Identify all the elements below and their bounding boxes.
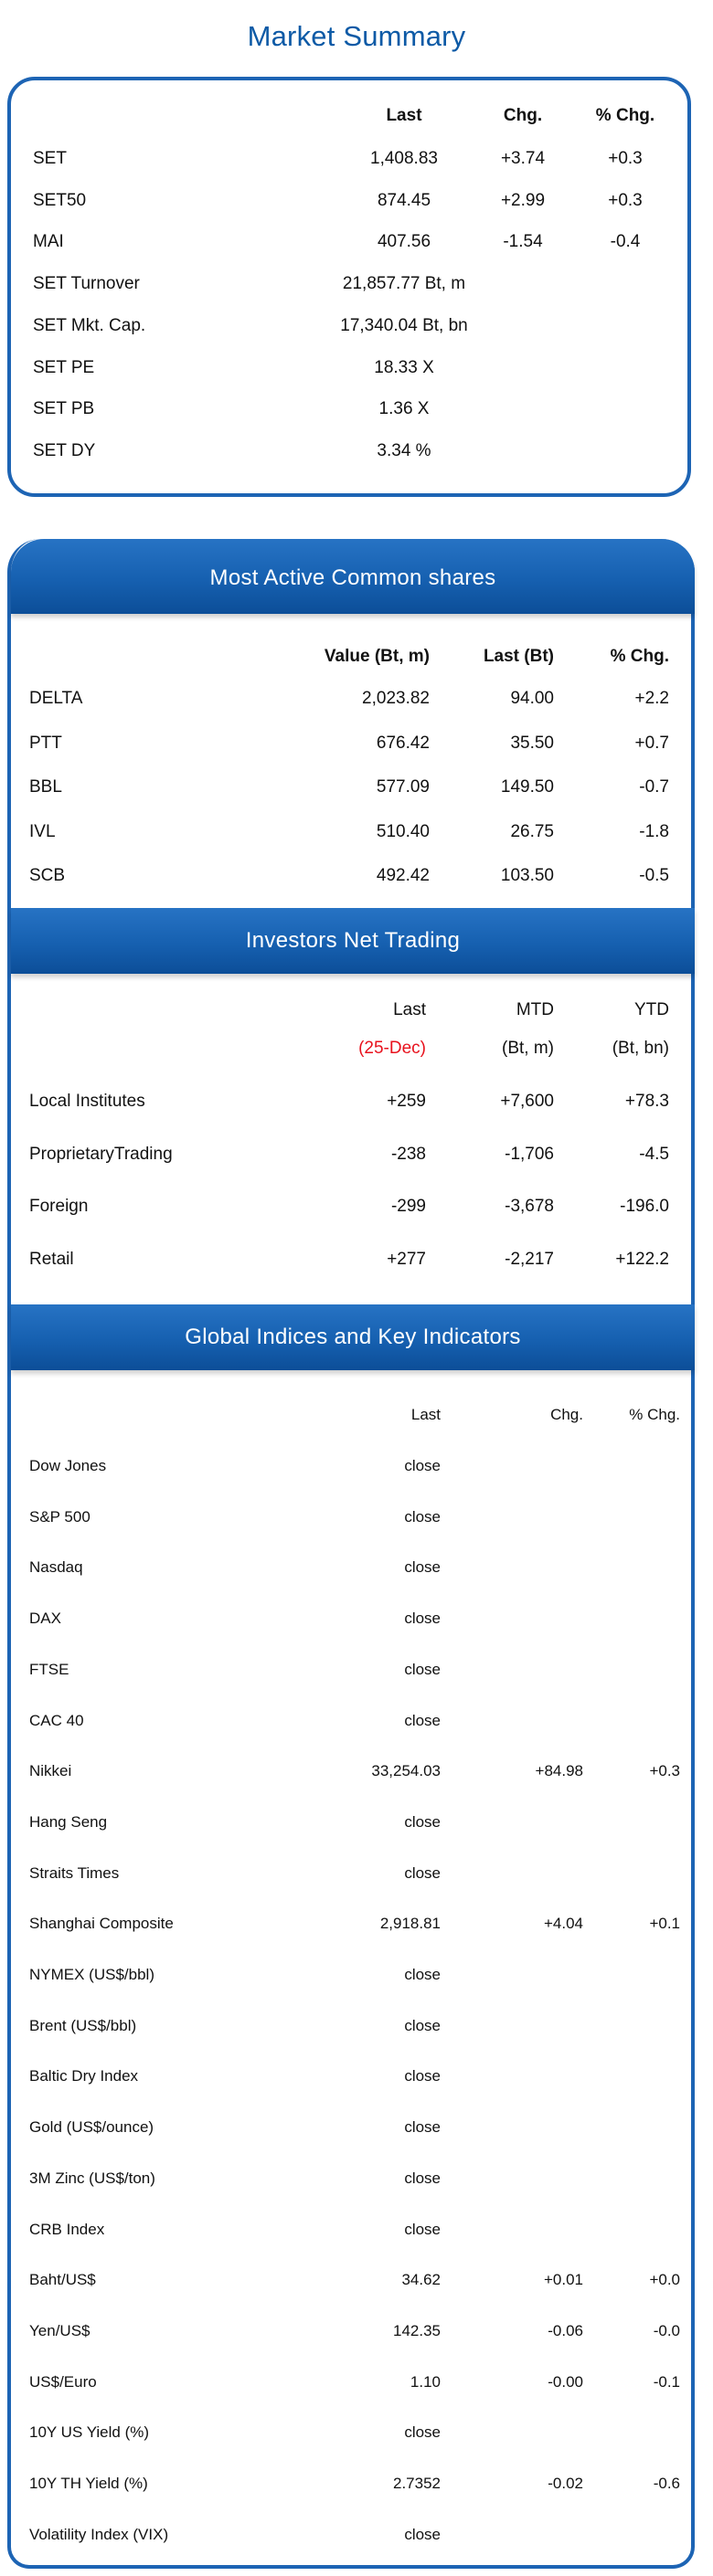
gl-row-name: Baht/US$: [29, 2271, 96, 2289]
global-title: Global Indices and Key Indicators: [185, 1325, 521, 1349]
ms-row-last: 874.45: [377, 190, 431, 210]
ms-row-name: SET PE: [33, 357, 95, 377]
ms-last-header: Last: [386, 106, 422, 125]
gl-row-name: FTSE: [29, 1660, 69, 1678]
gl-last-header: Last: [410, 1406, 441, 1423]
gl-row-last: close: [404, 2525, 441, 2543]
ma-row-pct: +2.2: [634, 689, 669, 708]
gl-row-chg: -0.00: [548, 2372, 583, 2391]
gl-row-last: close: [404, 2423, 441, 2442]
ma-value-header: Value (Bt, m): [324, 647, 430, 666]
inv-row-last: -238: [390, 1144, 426, 1164]
ma-row-last: 35.50: [510, 733, 554, 753]
ms-row-chg: +3.74: [500, 149, 546, 168]
gl-row-last: close: [404, 1812, 441, 1831]
gl-row-last: close: [404, 1660, 441, 1678]
most-active-title: Most Active Common shares: [209, 565, 496, 590]
gl-row-name: CAC 40: [29, 1711, 84, 1729]
inv-sub-ytd-header: (Bt, bn): [612, 1039, 669, 1058]
inv-row-last: +277: [387, 1249, 426, 1269]
gl-row-pct: +0.0: [649, 2271, 680, 2289]
ma-row-name: DELTA: [29, 689, 83, 708]
gl-row-name: Nasdaq: [29, 1558, 83, 1577]
ms-row-last: 3.34 %: [377, 440, 431, 460]
gl-row-name: 3M Zinc (US$/ton): [29, 2169, 155, 2187]
ms-pct-header: % Chg.: [595, 106, 655, 125]
inv-row-ytd: -196.0: [620, 1197, 669, 1216]
gl-row-last: close: [404, 2016, 441, 2034]
ms-row-name: SET PB: [33, 399, 95, 419]
investors-banner: [11, 908, 695, 974]
gl-row-name: NYMEX (US$/bbl): [29, 1966, 154, 1983]
inv-last-header: Last: [393, 1000, 426, 1019]
ms-row-last: 18.33 X: [374, 357, 434, 377]
gl-row-last: 1.10: [410, 2372, 441, 2391]
gl-row-chg: +0.01: [543, 2271, 583, 2289]
gl-row-pct: -0.1: [653, 2372, 680, 2391]
ma-row-name: IVL: [29, 821, 56, 841]
ms-row-last: 407.56: [377, 232, 431, 252]
ma-row-name: PTT: [29, 733, 62, 753]
ms-row-last: 1,408.83: [370, 149, 438, 168]
inv-row-mtd: +7,600: [500, 1092, 554, 1111]
ma-row-value: 510.40: [376, 821, 430, 841]
gl-row-name: 10Y US Yield (%): [29, 2423, 150, 2442]
ma-row-name: BBL: [29, 777, 62, 797]
gl-row-last: close: [404, 1457, 441, 1474]
gl-row-last: close: [404, 1711, 441, 1729]
ma-pct-header: % Chg.: [610, 647, 669, 666]
ms-row-name: SET Turnover: [33, 274, 140, 294]
gl-row-pct: +0.3: [649, 1762, 680, 1780]
ms-row-name: SET: [33, 149, 67, 168]
gl-row-last: close: [404, 1966, 441, 1983]
gl-row-last: 34.62: [401, 2271, 441, 2289]
ms-row-last: 21,857.77 Bt, m: [342, 274, 466, 294]
gl-row-chg: +84.98: [535, 1762, 583, 1780]
gl-row-name: Nikkei: [29, 1762, 72, 1780]
gl-row-last: close: [404, 1558, 441, 1577]
global-banner: [11, 1304, 695, 1370]
ma-row-last: 103.50: [500, 866, 554, 885]
inv-row-ytd: -4.5: [639, 1144, 669, 1164]
gl-row-last: close: [404, 2169, 441, 2187]
ms-row-pct: +0.3: [608, 149, 643, 168]
gl-pct-header: % Chg.: [629, 1406, 680, 1423]
gl-row-name: S&P 500: [29, 1507, 90, 1526]
ms-row-name: MAI: [33, 232, 64, 252]
inv-row-ytd: +78.3: [624, 1092, 669, 1111]
gl-row-name: US$/Euro: [29, 2372, 97, 2391]
ms-chg-header: Chg.: [503, 106, 543, 125]
inv-row-last: -299: [390, 1197, 426, 1216]
gl-row-last: close: [404, 1507, 441, 1526]
gl-row-name: CRB Index: [29, 2220, 105, 2238]
gl-row-name: Gold (US$/ounce): [29, 2118, 154, 2137]
inv-sub-mtd-header: (Bt, m): [502, 1039, 554, 1058]
inv-row-mtd: -2,217: [505, 1249, 554, 1269]
inv-row-mtd: -1,706: [505, 1144, 554, 1164]
inv-row-name: Retail: [29, 1249, 74, 1269]
ma-row-value: 676.42: [376, 733, 430, 753]
investors-title: Investors Net Trading: [245, 928, 461, 953]
inv-mtd-header: MTD: [516, 1000, 554, 1019]
ms-row-pct: +0.3: [608, 190, 643, 210]
gl-row-name: Baltic Dry Index: [29, 2067, 139, 2085]
gl-row-pct: +0.1: [649, 1915, 680, 1933]
gl-row-name: Straits Times: [29, 1863, 120, 1882]
gl-row-last: close: [404, 1610, 441, 1628]
ms-row-pct: -0.4: [610, 232, 641, 252]
gl-row-last: close: [404, 1863, 441, 1882]
ma-row-last: 149.50: [500, 777, 554, 797]
gl-row-last: 2.7352: [393, 2475, 441, 2492]
inv-sub-last-header: (25-Dec): [358, 1039, 426, 1058]
gl-row-last: 142.35: [393, 2321, 441, 2339]
gl-row-name: DAX: [29, 1610, 61, 1628]
ms-row-last: 17,340.04 Bt, bn: [340, 315, 468, 335]
gl-row-name: 10Y TH Yield (%): [29, 2475, 148, 2492]
gl-row-name: Yen/US$: [29, 2321, 90, 2339]
gl-row-name: Volatility Index (VIX): [29, 2525, 169, 2543]
gl-row-last: close: [404, 2118, 441, 2137]
gl-row-chg: -0.02: [548, 2475, 583, 2492]
gl-row-pct: -0.0: [653, 2321, 680, 2339]
gl-row-last: close: [404, 2067, 441, 2085]
inv-row-name: Foreign: [29, 1197, 89, 1216]
gl-row-name: Dow Jones: [29, 1457, 107, 1474]
ma-row-name: SCB: [29, 866, 66, 885]
ms-row-name: SET Mkt. Cap.: [33, 315, 146, 335]
ma-row-value: 2,023.82: [362, 689, 430, 708]
gl-row-last: close: [404, 2220, 441, 2238]
page-title: Market Summary: [247, 20, 466, 52]
gl-row-name: Shanghai Composite: [29, 1915, 174, 1933]
gl-chg-header: Chg.: [550, 1406, 583, 1423]
ms-row-last: 1.36 X: [378, 399, 430, 419]
ma-row-pct: -0.7: [639, 777, 669, 797]
gl-row-chg: +4.04: [543, 1915, 583, 1933]
gl-row-pct: -0.6: [653, 2475, 680, 2492]
inv-row-name: Local Institutes: [29, 1092, 145, 1111]
ma-row-pct: -0.5: [639, 866, 669, 885]
inv-row-name: ProprietaryTrading: [29, 1144, 173, 1164]
gl-row-name: Brent (US$/bbl): [29, 2016, 137, 2034]
ms-row-name: SET50: [33, 190, 87, 210]
ma-row-pct: +0.7: [634, 733, 669, 753]
ms-row-chg: -1.54: [503, 232, 543, 252]
gl-row-last: 33,254.03: [371, 1762, 441, 1780]
lower-card: [7, 539, 695, 2569]
most-active-banner: [11, 539, 695, 614]
inv-row-ytd: +122.2: [615, 1249, 669, 1269]
ms-row-chg: +2.99: [500, 190, 546, 210]
inv-row-mtd: -3,678: [505, 1197, 554, 1216]
ma-row-value: 577.09: [376, 777, 430, 797]
ms-row-name: SET DY: [33, 440, 96, 460]
ma-row-pct: -1.8: [639, 821, 669, 841]
ma-row-last: 94.00: [510, 689, 554, 708]
gl-row-chg: -0.06: [548, 2321, 583, 2339]
gl-row-last: 2,918.81: [379, 1915, 441, 1933]
inv-ytd-header: YTD: [634, 1000, 669, 1019]
gl-row-name: Hang Seng: [29, 1812, 108, 1831]
ma-last-header: Last (Bt): [483, 647, 554, 666]
ma-row-value: 492.42: [376, 866, 430, 885]
inv-row-last: +259: [387, 1092, 426, 1111]
ma-row-last: 26.75: [510, 821, 554, 841]
